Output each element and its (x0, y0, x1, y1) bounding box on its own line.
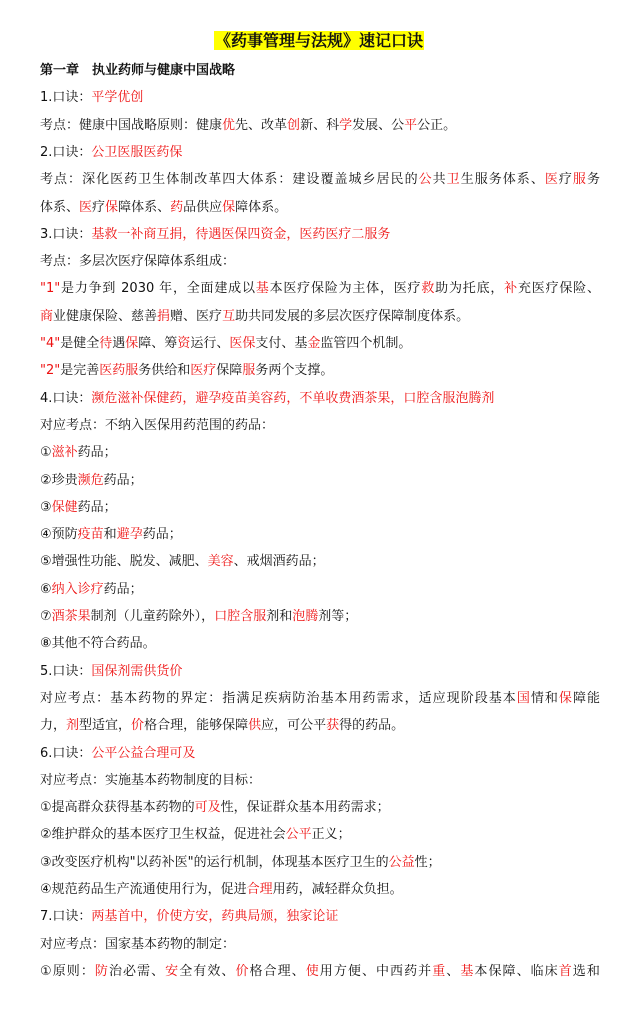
text-segment: ④预防 (40, 527, 78, 543)
text-line (40, 171, 600, 189)
text-segment: ①提高群众获得基本药物的 (40, 800, 195, 816)
text-segment: 对应考点：国家基本药物的制定： (40, 936, 236, 952)
text-segment: ③改变医疗机构"以药补医"的运行机制，体现基本医疗卫生的 (40, 854, 389, 870)
text-line (40, 390, 600, 408)
text-segment: 对应考点：不纳入医保用药范围的药品： (40, 417, 275, 433)
text-line (40, 608, 600, 626)
mnemonic-highlight: 待 (99, 336, 113, 351)
text-line (40, 772, 600, 790)
text-segment: 生服务体系、 (460, 172, 545, 188)
text-segment: 和 (103, 527, 117, 543)
mnemonic-highlight: 国保剂需供货价 (91, 663, 183, 679)
mnemonic-highlight: 药 (170, 199, 184, 215)
mnemonic-highlight: 保 (222, 199, 236, 215)
text-segment: 体系、 (40, 199, 80, 215)
text-segment: 用方便、中西药并 (319, 963, 433, 979)
text-segment: ④规范药品生产流通使用行为，促进 (40, 882, 247, 897)
text-segment: 公正。 (417, 117, 457, 133)
mnemonic-highlight: 酒茶果 (51, 609, 91, 624)
text-segment: 考点：健康中国战略原则：健康 (40, 117, 223, 133)
text-segment: 性； (414, 854, 441, 870)
text-segment: 第一章 执业药师与健康中国战略 (40, 63, 236, 78)
text-line (40, 117, 600, 135)
mnemonic-highlight: 防 (94, 963, 109, 979)
text-segment: 药品； (103, 472, 143, 488)
mnemonic-highlight: 疫苗 (77, 527, 104, 543)
mnemonic-highlight: 濒危滋补保健药，避孕疫苗美容药，不单收费酒茶果，口腔含服泡腾剂 (91, 390, 495, 406)
text-segment: 发展、公 (352, 117, 405, 133)
text-segment: ⑦ (40, 609, 52, 624)
mnemonic-highlight: 使 (305, 963, 320, 979)
mnemonic-highlight: 服 (242, 363, 256, 379)
text-segment: 助为托底， (435, 281, 505, 297)
text-segment: ⑤增强性功能、脱发、减肥、 (40, 554, 208, 570)
text-line (40, 444, 600, 462)
text-line (40, 963, 600, 981)
text-segment: 监管四个机制。 (320, 336, 412, 351)
text-segment: 考点：多层次医疗保障体系组成： (40, 254, 236, 270)
text-segment: 格合理，能够保障 (144, 718, 249, 734)
text-line (40, 854, 600, 872)
text-segment: 务两个支撑。 (255, 363, 334, 379)
mnemonic-highlight: 合理 (246, 882, 273, 897)
text-line (40, 417, 600, 435)
text-segment: 支付、基 (255, 336, 308, 351)
text-segment: 务 (586, 172, 600, 188)
text-segment: ⑧其他不符合药品。 (40, 636, 156, 652)
text-segment: 、戒烟酒药品； (233, 554, 325, 570)
mnemonic-highlight: 保 (558, 690, 573, 706)
text-line (40, 362, 600, 380)
text-segment: ⑥ (40, 581, 52, 597)
mnemonic-highlight: 平学优创 (91, 90, 144, 106)
text-line (40, 335, 600, 353)
text-segment: 本保障、临床 (474, 963, 559, 979)
text-segment: 5.口诀： (40, 663, 92, 679)
mnemonic-highlight: 救 (421, 281, 436, 297)
mnemonic-highlight: 医保 (229, 336, 256, 351)
mnemonic-highlight: 口腔含服 (214, 609, 267, 624)
text-segment: 对应考点：实施基本药物制度的目标： (40, 772, 262, 788)
mnemonic-highlight: 公益 (388, 854, 415, 870)
text-segment: 先、改革 (235, 117, 288, 133)
mnemonic-highlight: 资 (177, 336, 191, 351)
text-segment: 遇 (112, 336, 126, 351)
mnemonic-highlight: 商 (40, 308, 54, 324)
mnemonic-highlight: 两基首中，价使方安，药典局颁，独家论证 (91, 909, 339, 925)
mnemonic-highlight: 重 (432, 963, 447, 979)
text-segment: 治必需、 (108, 963, 166, 979)
mnemonic-highlight: 学 (339, 117, 353, 133)
text-segment: 3.口诀： (40, 226, 92, 242)
mnemonic-highlight: 可及 (194, 800, 221, 816)
mnemonic-highlight: 剂 (66, 718, 80, 734)
mnemonic-highlight: 安 (165, 963, 180, 979)
text-segment: 应，可公平 (261, 718, 327, 734)
mnemonic-highlight: 服 (572, 172, 587, 188)
text-line (40, 308, 600, 326)
text-line (40, 881, 600, 899)
mnemonic-highlight: 互 (222, 308, 236, 324)
chapter-heading (40, 62, 600, 80)
text-segment: 保障 (216, 363, 243, 379)
text-line (40, 663, 600, 681)
text-segment: 助共同发展的多层次医疗保障制度体系。 (235, 308, 470, 324)
text-segment: 全有效、 (179, 963, 236, 979)
document-title-text: 《药事管理与法规》速记口诀 (214, 31, 423, 50)
mnemonic-highlight: 滋补 (51, 445, 78, 461)
mnemonic-highlight: 医疗 (190, 363, 217, 379)
text-line (40, 253, 600, 271)
text-line (40, 826, 600, 844)
text-line (40, 553, 600, 571)
text-segment: 得的药品。 (339, 718, 405, 734)
text-segment: ①原则： (40, 963, 95, 979)
text-line (40, 89, 600, 107)
mnemonic-highlight: 纳入诊疗 (51, 581, 104, 597)
text-segment: 务供给和 (138, 363, 191, 379)
mnemonic-highlight: 首 (558, 963, 573, 979)
text-line (40, 280, 600, 298)
text-segment: 力， (40, 718, 67, 734)
text-segment: 6.口诀： (40, 745, 92, 761)
mnemonic-highlight: 避孕 (116, 527, 143, 543)
text-line (40, 745, 600, 763)
text-segment: 疗 (92, 199, 106, 215)
text-line (40, 717, 600, 735)
mnemonic-highlight: 优 (222, 117, 236, 133)
mnemonic-highlight: 保 (105, 199, 119, 215)
text-line (40, 936, 600, 954)
text-segment: 是力争到 2030 年，全面建成以 (60, 281, 256, 297)
mnemonic-highlight: 公 (418, 172, 433, 188)
text-segment: 障体系、 (118, 199, 171, 215)
text-segment: 情和 (530, 690, 559, 706)
text-line (40, 226, 600, 244)
text-segment: 考点：深化医药卫生体制改革四大体系：建设覆盖城乡居民的 (40, 172, 419, 188)
text-segment: 7.口诀： (40, 909, 92, 925)
text-segment: 运行、 (190, 336, 230, 351)
document-title (0, 28, 638, 54)
text-segment: 剂和 (266, 609, 293, 624)
text-segment: 2.口诀： (40, 144, 92, 160)
mnemonic-highlight: 平 (404, 117, 418, 133)
text-segment: 障体系。 (235, 199, 288, 215)
text-segment: 新、科 (300, 117, 340, 133)
text-segment: 对应考点：基本药物的界定：指满足疾病防治基本用药需求，适应现阶段基本 (40, 690, 517, 706)
mnemonic-highlight: 公平公益合理可及 (91, 745, 196, 761)
text-line (40, 799, 600, 817)
mnemonic-highlight: 国 (516, 690, 531, 706)
text-segment: 、 (446, 963, 461, 979)
text-segment: ① (40, 445, 52, 461)
text-segment: ②维护群众的基本医疗卫生权益，促进社会 (40, 827, 286, 843)
mnemonic-highlight: 价 (131, 718, 145, 734)
mnemonic-highlight: "1" (40, 281, 61, 297)
text-segment: 品供应 (183, 199, 223, 215)
text-segment: 是健全 (60, 336, 100, 351)
text-segment: 疗 (558, 172, 573, 188)
text-segment: ③ (40, 499, 52, 515)
text-line (40, 581, 600, 599)
mnemonic-highlight: 公卫医服医药保 (91, 144, 183, 160)
text-segment: 4.口诀： (40, 390, 92, 406)
mnemonic-highlight: 泡腾 (292, 609, 319, 624)
mnemonic-highlight: 金 (307, 336, 321, 351)
mnemonic-highlight: 价 (235, 963, 250, 979)
text-segment: 剂等； (318, 609, 358, 624)
mnemonic-highlight: 公平 (285, 827, 312, 843)
text-line (40, 499, 600, 517)
mnemonic-highlight: 美容 (207, 554, 234, 570)
text-segment: 障能 (572, 690, 600, 706)
mnemonic-highlight: 获 (326, 718, 340, 734)
text-segment: 业健康保险、慈善 (53, 308, 158, 324)
text-segment: 用药，减轻群众负担。 (272, 882, 403, 897)
text-segment: 是完善 (60, 363, 100, 379)
text-line (40, 526, 600, 544)
mnemonic-highlight: 医 (79, 199, 93, 215)
text-line (40, 199, 600, 217)
text-segment: 药品； (77, 499, 117, 515)
mnemonic-highlight: 捐 (157, 308, 171, 324)
mnemonic-highlight: 基救一补商互捐，待遇医保四资金，医药医疗二服务 (91, 226, 391, 242)
text-segment: 药品； (103, 581, 143, 597)
text-line (40, 144, 600, 162)
mnemonic-highlight: 创 (287, 117, 301, 133)
text-segment: 本医疗保险为主体，医疗 (269, 281, 422, 297)
text-line (40, 472, 600, 490)
text-segment: 障、筹 (138, 336, 178, 351)
text-segment: 赠、医疗 (170, 308, 223, 324)
mnemonic-highlight: 基 (460, 963, 475, 979)
text-segment: 格合理、 (249, 963, 306, 979)
text-segment: 制剂（儿童药除外）， (90, 609, 215, 624)
text-segment: 1.口诀： (40, 90, 92, 106)
mnemonic-highlight: 补 (504, 281, 518, 297)
mnemonic-highlight: 基 (255, 281, 270, 297)
text-line (40, 635, 600, 653)
mnemonic-highlight: 保 (125, 336, 139, 351)
mnemonic-highlight: 卫 (446, 172, 461, 188)
mnemonic-highlight: 供 (248, 718, 262, 734)
text-line (40, 690, 600, 708)
text-segment: 充医疗保险、 (517, 281, 600, 297)
text-segment: 型适宜， (79, 718, 132, 734)
mnemonic-highlight: 濒危 (77, 472, 104, 488)
text-segment: 药品； (77, 445, 117, 461)
text-segment: 正义； (311, 827, 351, 843)
text-segment: 性，保证群众基本用药需求； (220, 800, 390, 816)
text-segment: 药品； (142, 527, 182, 543)
mnemonic-highlight: 医药服 (99, 363, 139, 379)
text-segment: 选和 (572, 963, 600, 979)
text-segment: ②珍贵 (40, 472, 78, 488)
text-segment: 共 (432, 172, 447, 188)
mnemonic-highlight: "4" (40, 336, 61, 351)
text-line (40, 908, 600, 926)
mnemonic-highlight: 保健 (51, 499, 78, 515)
mnemonic-highlight: "2" (40, 363, 61, 379)
mnemonic-highlight: 医 (544, 172, 559, 188)
